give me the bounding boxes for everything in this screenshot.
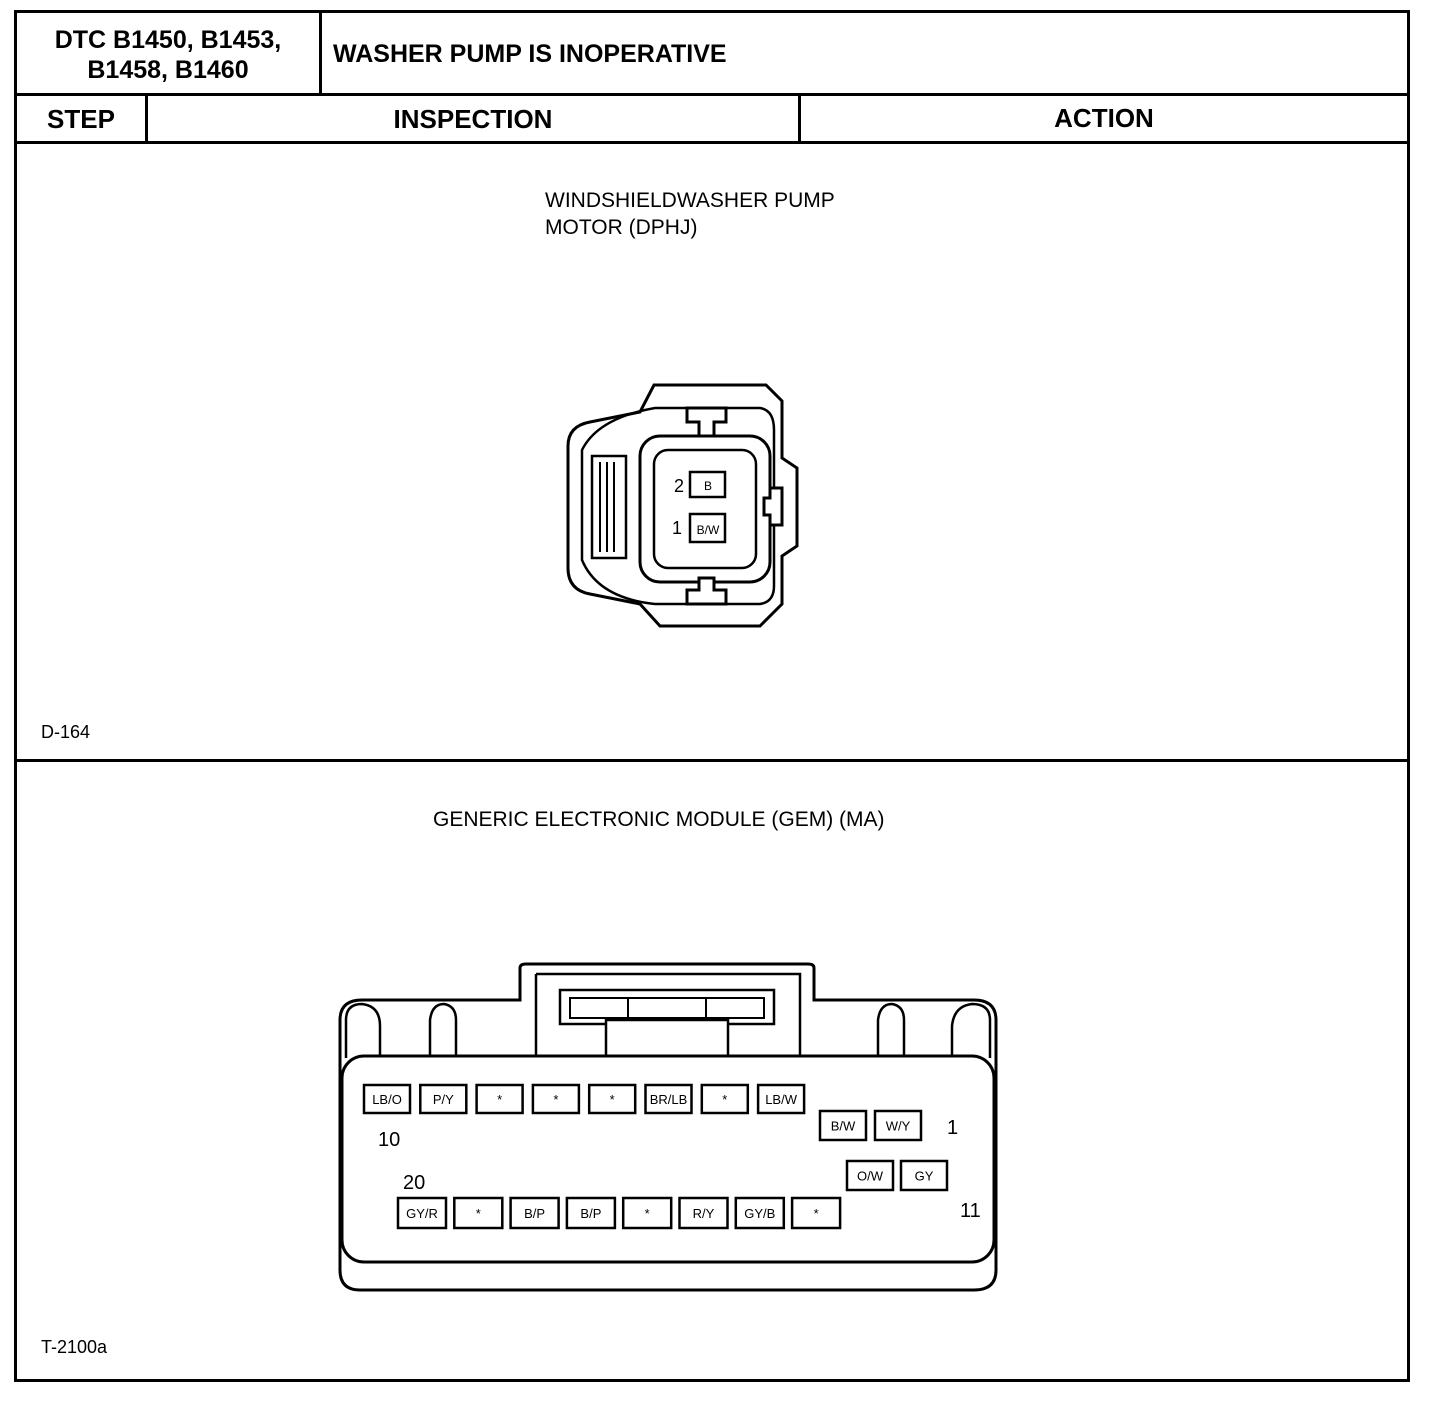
wire-color: * — [722, 1092, 728, 1107]
pin-label-10: 10 — [378, 1129, 401, 1151]
pin-label-1: 1 — [947, 1117, 959, 1139]
pump-connector-title: WINDSHIELDWASHER PUMP MOTOR (DPHJ) — [545, 189, 835, 239]
pump-pin-2 — [674, 472, 725, 497]
pump-pin-1 — [672, 514, 725, 542]
gem-pin-bottom-0 — [398, 1198, 446, 1228]
gem-pin-top-3 — [533, 1085, 579, 1113]
wire-color: GY — [914, 1168, 934, 1184]
pump-connector-ref: D-164 — [41, 722, 91, 742]
dtc-codes: DTC B1450, B1453, B1458, B1460 — [54, 26, 282, 84]
wire-color: B — [703, 479, 713, 493]
wire-color: B/P — [524, 1206, 546, 1221]
column-step: STEP — [47, 103, 115, 134]
gem-pin-top-0 — [364, 1085, 410, 1113]
gem-pin-right-lower-0 — [847, 1161, 893, 1190]
gem-pin-bottom-6 — [736, 1198, 784, 1228]
wire-color: O/W — [857, 1168, 883, 1184]
page-title: WASHER PUMP IS INOPERATIVE — [333, 39, 727, 68]
wire-color: GY/R — [406, 1206, 438, 1221]
pin-number: 2 — [673, 476, 685, 496]
wire-color: B/P — [580, 1206, 602, 1221]
gem-pin-top-6 — [702, 1085, 748, 1113]
gem-pin-top-1 — [420, 1085, 466, 1113]
pin-label-20: 20 — [403, 1172, 426, 1194]
wire-color: B/W — [696, 523, 720, 537]
gem-pin-right-lower-1 — [901, 1161, 947, 1190]
wire-color: * — [644, 1206, 650, 1221]
wire-color: * — [609, 1092, 615, 1107]
wire-color: P/Y — [432, 1092, 454, 1107]
gem-pin-right-upper-1 — [875, 1111, 921, 1140]
wire-color: R/Y — [692, 1206, 715, 1221]
wire-color: W/Y — [885, 1118, 911, 1134]
pin-number: 1 — [671, 518, 683, 538]
gem-connector-ref: T-2100a — [41, 1337, 108, 1357]
gem-connector-title: GENERIC ELECTRONIC MODULE (GEM) (MA) — [433, 808, 885, 831]
wire-color: LB/O — [372, 1092, 402, 1107]
gem-pin-top-4 — [589, 1085, 635, 1113]
wire-color: GY/B — [744, 1206, 776, 1221]
wire-color: * — [497, 1092, 503, 1107]
gem-pin-top-7 — [758, 1085, 804, 1113]
pin-label-11: 11 — [960, 1200, 981, 1222]
wire-color: BR/LB — [649, 1092, 688, 1107]
wire-color: * — [475, 1206, 481, 1221]
column-action: ACTION — [1054, 102, 1154, 133]
gem-pin-bottom-2 — [511, 1198, 559, 1228]
wire-color: * — [813, 1206, 819, 1221]
wire-color: * — [553, 1092, 559, 1107]
wire-color: LB/W — [765, 1092, 797, 1107]
gem-pin-bottom-7 — [792, 1198, 840, 1228]
column-inspection: INSPECTION — [393, 103, 553, 134]
gem-pin-bottom-4 — [623, 1198, 671, 1228]
gem-pin-top-5 — [646, 1085, 692, 1113]
gem-pin-right-upper-0 — [820, 1111, 866, 1140]
gem-pin-bottom-3 — [567, 1198, 615, 1228]
pump-connector-face — [568, 385, 797, 626]
gem-pin-bottom-5 — [680, 1198, 728, 1228]
gem-pin-bottom-1 — [454, 1198, 502, 1228]
gem-pin-top-2 — [477, 1085, 523, 1113]
wire-color: B/W — [830, 1118, 856, 1134]
